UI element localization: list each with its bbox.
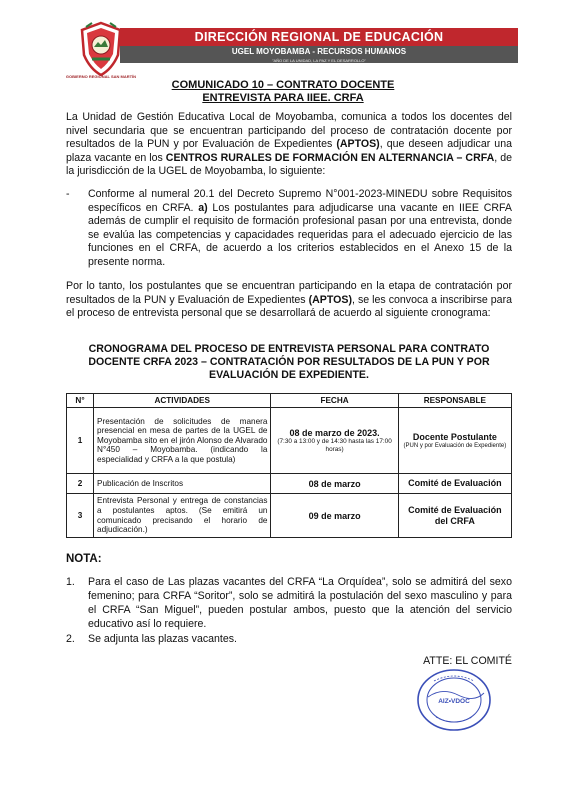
intro-text-b: , que deseen adjudicar una plaza vacante en los [66, 138, 512, 164]
stamp-text: AIZ•VDOC [438, 698, 470, 705]
bullet-text-b: Los postulantes para adjudicarse una vacante en IIEE CRFA además de cumplir el requisito de formación profesional pasan por una entrevista, donde se evalúa las competencias y capacidades requeridas para el adecuado ejercicio de las funciones en el CRFA, de acuerdo a los criterios establecidos en el Anexo 15 de la presente norma. [88, 201, 512, 268]
para2-text-b: , se les convoca a inscribirse para el proceso de entrevista personal que se desarrollará de acuerdo al siguiente cronograma: [66, 293, 512, 320]
intro-paragraph [66, 111, 512, 179]
header-number: N° [67, 394, 94, 408]
row-date-note: (7:30 a 13:00 y de 14:30 hasta las 17:00 horas) [277, 437, 392, 453]
header-responsible: RESPONSABLE [398, 394, 511, 408]
note-number: 1. [66, 576, 75, 588]
table-row [67, 408, 512, 474]
intro-text-a: La Unidad de Gestión Educativa Local de Moyobamba, comunica a todos los docentes del nivel secundaria que se encuentran participando del proceso de contratación docente por resultados de la PUN y por Evaluación de Expedientes [66, 111, 512, 151]
logo-caption: GOBIERNO REGIONAL SAN MARTÍN [65, 74, 137, 79]
committee-stamp [414, 667, 494, 733]
row-responsible-main: Comité de Evaluación del CRFA [408, 504, 502, 526]
row-responsible [398, 494, 511, 538]
note-number: 2. [66, 633, 75, 645]
year-motto: "AÑO DE LA UNIDAD, LA PAZ Y EL DESARROLLO" [120, 57, 518, 63]
row-number: 2 [67, 474, 94, 494]
intro-aptos: (APTOS) [336, 138, 380, 151]
table-header-row [67, 394, 512, 408]
intro-crfa: CENTROS RURALES DE FORMACIÓN EN ALTERNANCIA – CRFA [165, 151, 495, 164]
row-activity: Publicación de Inscritos [94, 474, 271, 494]
note-text: Se adjunta las plazas vacantes. [88, 633, 237, 645]
row-date [271, 474, 398, 494]
org-title: DIRECCIÓN REGIONAL DE EDUCACIÓN [120, 28, 518, 46]
note-text: Para el caso de Las plazas vacantes del CRFA “La Orquídea”, solo se admitirá del sexo femenino; para CRFA “Soritor”, solo se admitirá la postulación del sexo masculino y para el CRFA “San Miguel”, pueden postular ambos, puesto que la atención del servicio educativo así lo requiere. [88, 576, 512, 630]
schedule-title: CRONOGRAMA DEL PROCESO DE ENTREVISTA PERSONAL PARA CONTRATO DOCENTE CRFA 2023 – CONTRATACIÓN POR RESULTADOS DE LA PUN Y POR EVALUACIÓN DE EXPEDIENTE. [88, 343, 490, 381]
para2-aptos: (APTOS) [308, 293, 352, 306]
row-number: 1 [67, 408, 94, 474]
header-date: FECHA [271, 394, 398, 408]
row-date-main: 09 de marzo [308, 510, 361, 521]
document-title [66, 79, 500, 105]
table-row [67, 474, 512, 494]
row-responsible-main: Comité de Evaluación [408, 478, 502, 488]
note-heading: NOTA: [66, 553, 102, 565]
row-number: 3 [67, 494, 94, 538]
para2-text-a: Por lo tanto, los postulantes que se encuentran participando en la etapa de contratación por resultados de la PUN y Evaluación de Expedientes [66, 280, 512, 306]
regional-government-logo [78, 18, 124, 80]
intro-text-c: , de la jurisdicción de la UGEL de Moyobamba, lo siguiente: [66, 151, 512, 178]
title-line-1: COMUNICADO 10 – CONTRATO DOCENTE [171, 79, 395, 91]
schedule-table [66, 393, 512, 538]
row-responsible [398, 408, 511, 474]
bullet-text-a: Conforme al numeral 20.1 del Decreto Supremo N°001-2023-MINEDU sobre Requisitos específicos en CRFA. [88, 188, 512, 214]
sub-title: UGEL MOYOBAMBA - RECURSOS HUMANOS [120, 46, 518, 57]
row-activity: Entrevista Personal y entrega de constancias a postulantes aptos. (Se emitirá un comunicado precisando el horario de adjudicación.) [94, 494, 271, 538]
bullet-text [88, 188, 512, 270]
table-row [67, 494, 512, 538]
row-activity: Presentación de solicitudes de manera presencial en mesa de partes de la UGEL de Moyobamba sito en el jirón Alonso de Alvarado N°450 – Moyobamba. (indicando la especialidad y CRFA a la que postula) [94, 408, 271, 474]
row-responsible [398, 474, 511, 494]
title-line-2: ENTREVISTA PARA IIEE. CRFA [202, 92, 364, 104]
row-date [271, 494, 398, 538]
bullet-dash: - [66, 188, 70, 200]
row-responsible-main: Docente Postulante [412, 431, 497, 442]
bullet-a-label: a) [198, 201, 208, 214]
signature-line: ATTE: EL COMITÉ [423, 655, 512, 667]
row-date-main: 08 de marzo de 2023. [289, 427, 380, 438]
convocation-paragraph [66, 280, 512, 321]
row-date [271, 408, 398, 474]
row-responsible-note: (PUN y por Evaluación de Expediente) [403, 442, 507, 449]
row-date-main: 08 de marzo [308, 478, 361, 489]
header-activities: ACTIVIDADES [94, 394, 271, 408]
